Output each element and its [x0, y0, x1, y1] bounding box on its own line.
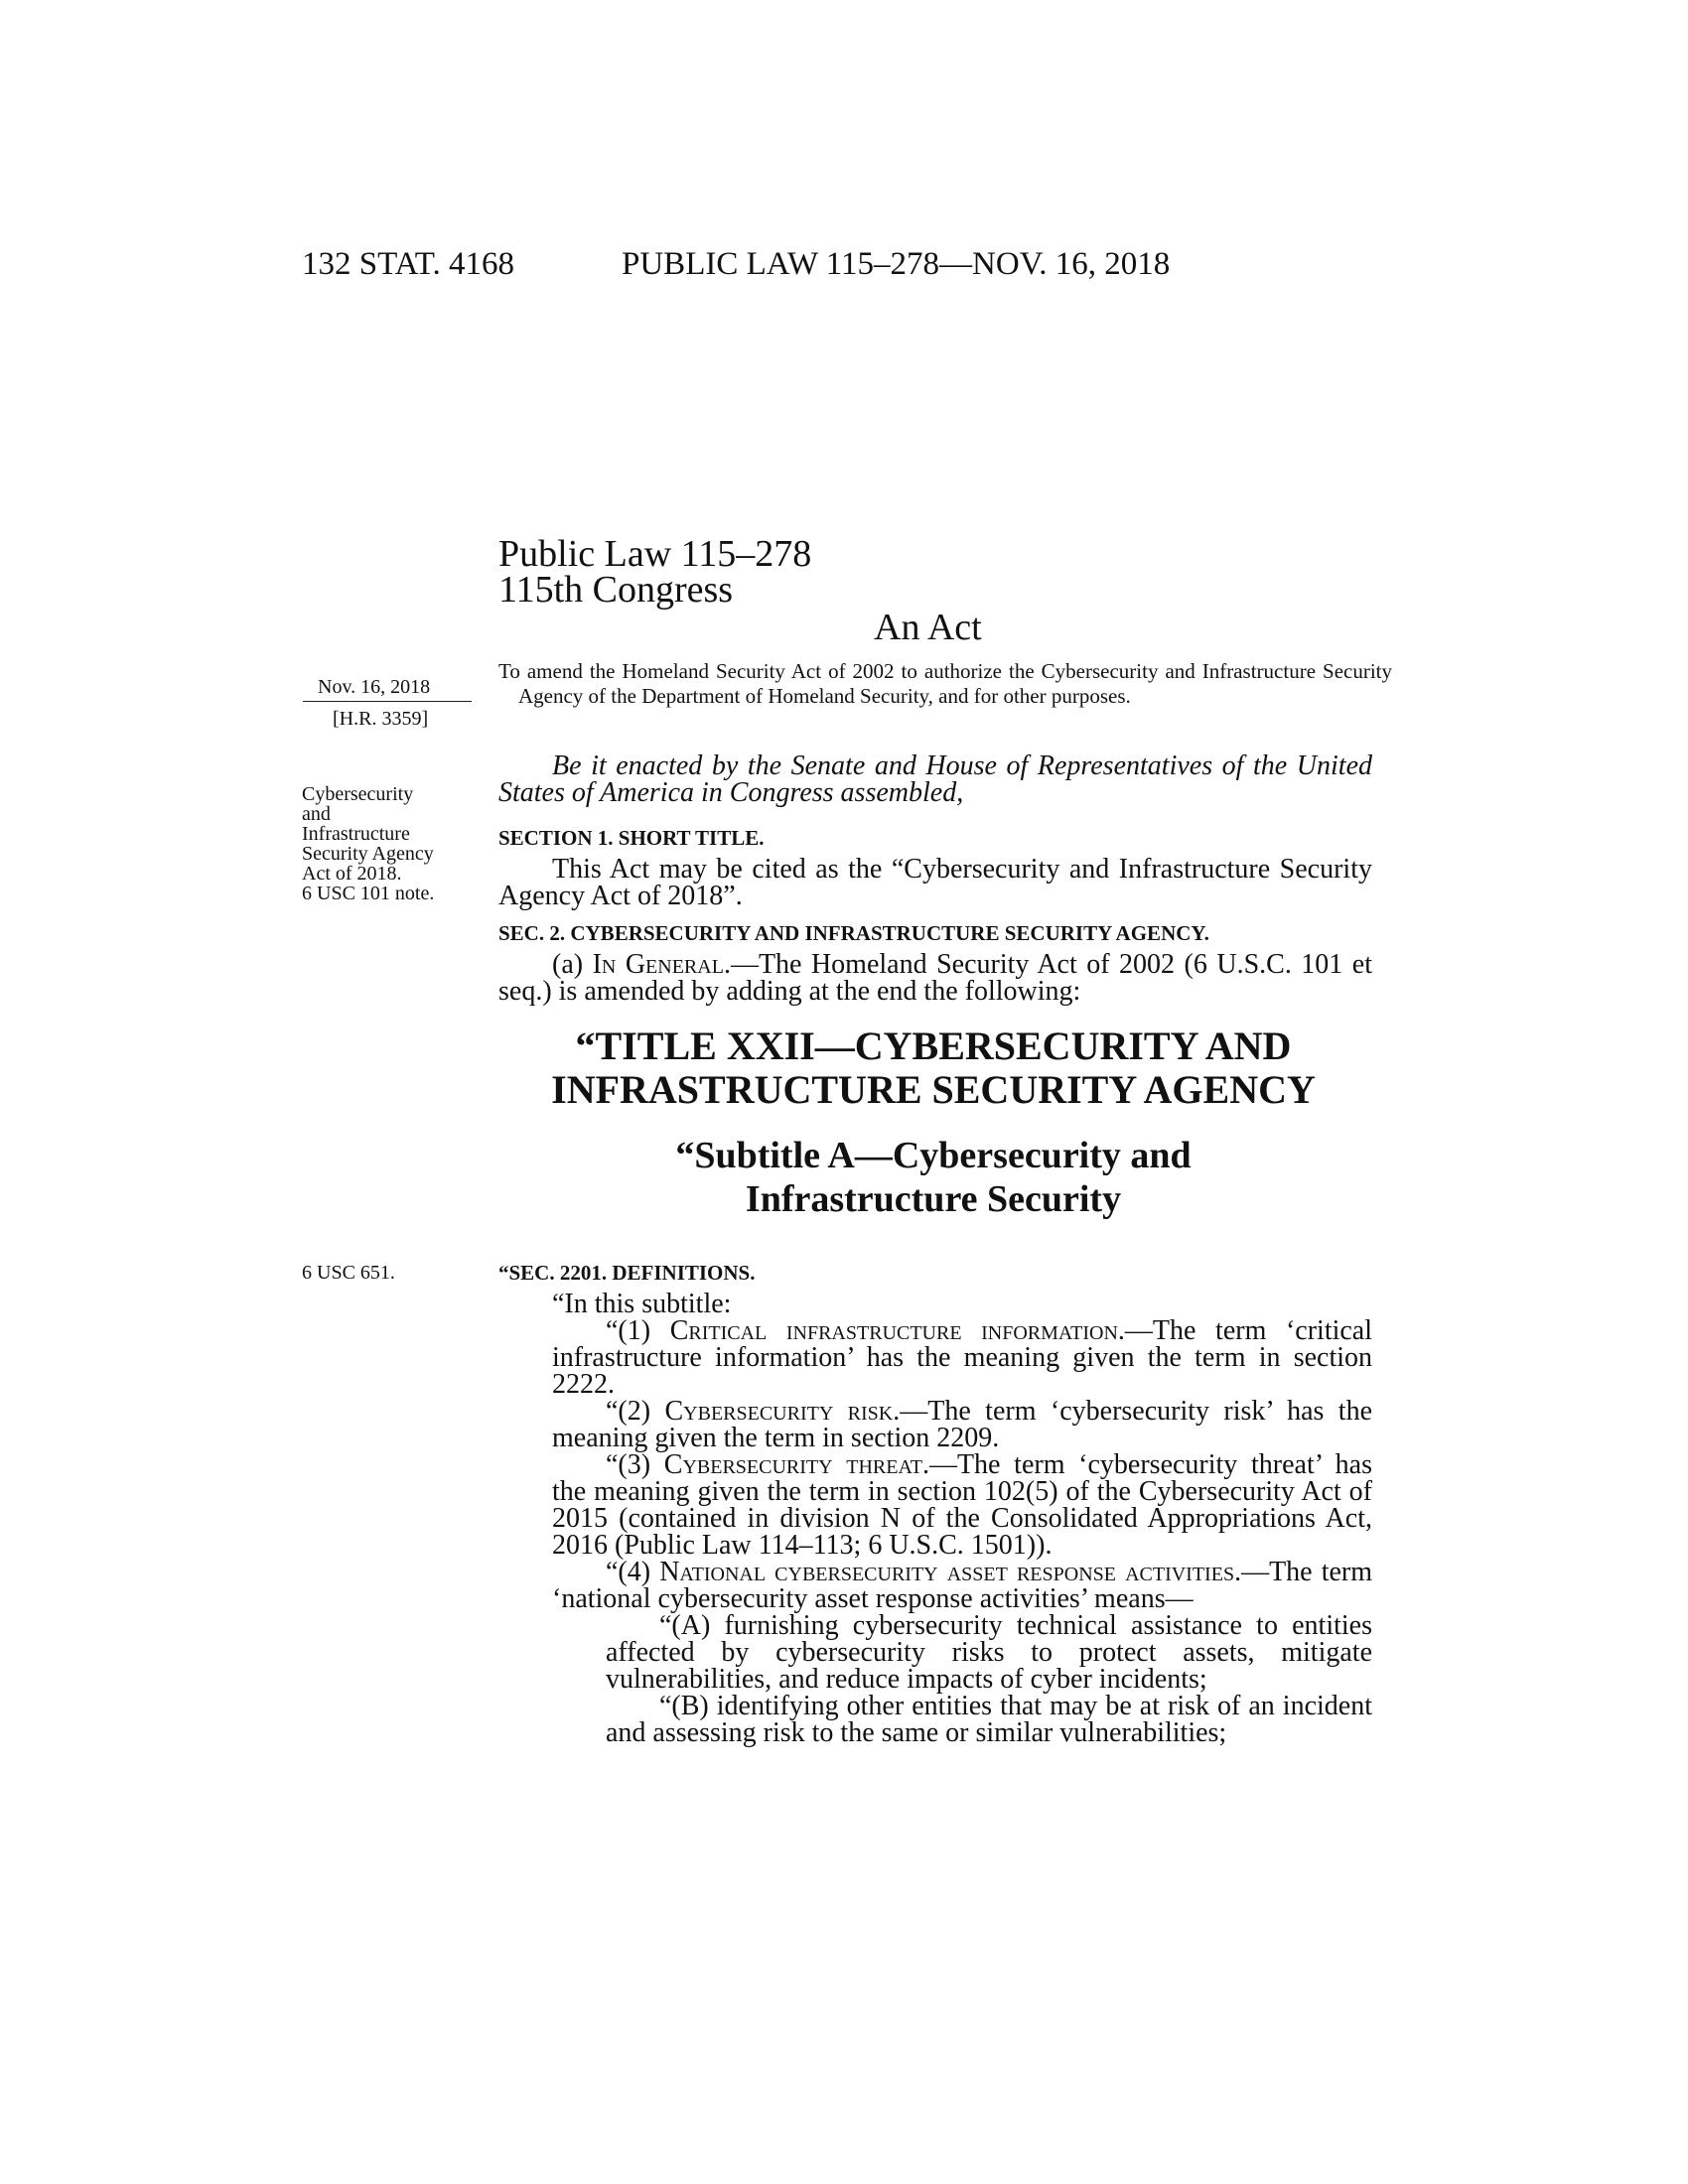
definition-number: “(1): [606, 1315, 670, 1346]
margin-note-line: and: [302, 803, 331, 825]
definition-4: [498, 1559, 1372, 1612]
definition-3: [498, 1451, 1372, 1559]
margin-note-line: 6 USC 101 note.: [302, 883, 435, 904]
definition-number: “(4): [606, 1557, 660, 1587]
section-2201-heading: “SEC. 2201. DEFINITIONS.: [498, 1261, 756, 1285]
act-purpose: To amend the Homeland Security Act of 2002 to authorize the Cybersecurity and Infrastructure Security Agency of the Department of Homeland Security, and for other purposes.: [498, 659, 1392, 708]
definition-label: Cybersecurity threat: [663, 1449, 922, 1480]
definition-number: “(2): [606, 1396, 665, 1427]
definition-number: “(3): [606, 1449, 664, 1480]
subsection-a-prefix: (a): [552, 949, 593, 980]
section-2-subsection-a: [498, 951, 1372, 1005]
subtitle-a-line-1: “Subtitle A—Cybersecurity and: [675, 1135, 1192, 1176]
definition-text: .—The term ‘national cybersecurity asset response activities’ means—: [552, 1557, 1373, 1614]
subtitle-a-line-2: Infrastructure Security: [745, 1178, 1122, 1220]
definition-4-subparagraph-a: “(A) furnishing cybersecurity technical assistance to entities affected by cybersecurity risks to protect assets, mitigate vulnerabilities, and reduce impacts of cyber incidents;: [606, 1610, 1372, 1695]
definition-label: Cybersecurity risk: [664, 1396, 894, 1427]
public-law-number: Public Law 115–278: [498, 533, 812, 575]
title-xxii-line-2: INFRASTRUCTURE SECURITY AGENCY: [551, 1067, 1316, 1112]
margin-note-line: Cybersecurity: [302, 783, 414, 805]
definition-2: [498, 1398, 1372, 1451]
page-statute-reference: 132 STAT. 4168: [302, 246, 515, 282]
section-1-text: This Act may be cited as the “Cybersecurity and Infrastructure Security Agency Act of 2018”.: [498, 854, 1372, 911]
congress-label: 115th Congress: [498, 569, 734, 611]
margin-note-line: Infrastructure: [302, 823, 410, 845]
section-2-heading: SEC. 2. CYBERSECURITY AND INFRASTRUCTURE SECURITY AGENCY.: [498, 921, 1209, 945]
margin-note-line: Security Agency: [302, 843, 434, 865]
title-xxii-line-1: “TITLE XXII—CYBERSECURITY AND: [575, 1024, 1292, 1068]
margin-bill-number: [H.R. 3359]: [333, 708, 429, 730]
act-label: An Act: [874, 607, 982, 648]
section-2201-body: [498, 1291, 1372, 1746]
definition-1: [498, 1317, 1372, 1398]
margin-note-line: Act of 2018.: [302, 863, 402, 885]
section-1-heading: SECTION 1. SHORT TITLE.: [498, 826, 765, 850]
margin-short-title-note: [302, 784, 434, 903]
subsection-a-label: In General: [592, 949, 724, 980]
enacting-clause: Be it enacted by the Senate and House of Representatives of the United States of America in Congress assembled,: [498, 751, 1372, 808]
margin-rule: [303, 701, 472, 702]
definition-4-subparagraph-b: “(B) identifying other entities that may be at risk of an incident and assessing risk to the same or similar vulnerabilities;: [606, 1691, 1372, 1748]
definition-text: .—The term ‘cybersecurity risk’ has the meaning given the term in section 2209.: [552, 1396, 1372, 1453]
title-xxii-heading: [437, 1024, 1430, 1112]
definitions-intro: “In this subtitle:: [552, 1289, 732, 1319]
definition-text: .—The term ‘cybersecurity threat’ has the meaning given the term in section 102(5) of the Cybersecurity Act of 2015 (contained in division N of the Consolidated Appropriations Act, 2016 (Public Law 114–113; 6 U.S.C. 1501)).: [552, 1449, 1372, 1561]
subtitle-a-heading: [437, 1134, 1430, 1221]
margin-date: Nov. 16, 2018: [318, 676, 431, 698]
definition-label: Critical infrastructure information: [669, 1315, 1118, 1346]
subsection-a-text: .—The Homeland Security Act of 2002 (6 U.S.C. 101 et seq.) is amended by adding at the end the following:: [498, 949, 1373, 1007]
definition-text: .—The term ‘critical infrastructure information’ has the meaning given the term in section 2222.: [552, 1315, 1373, 1400]
definition-label: National cybersecurity asset response activities: [659, 1557, 1235, 1587]
running-title: PUBLIC LAW 115–278—NOV. 16, 2018: [622, 246, 1171, 282]
margin-usc-651: 6 USC 651.: [302, 1262, 395, 1284]
